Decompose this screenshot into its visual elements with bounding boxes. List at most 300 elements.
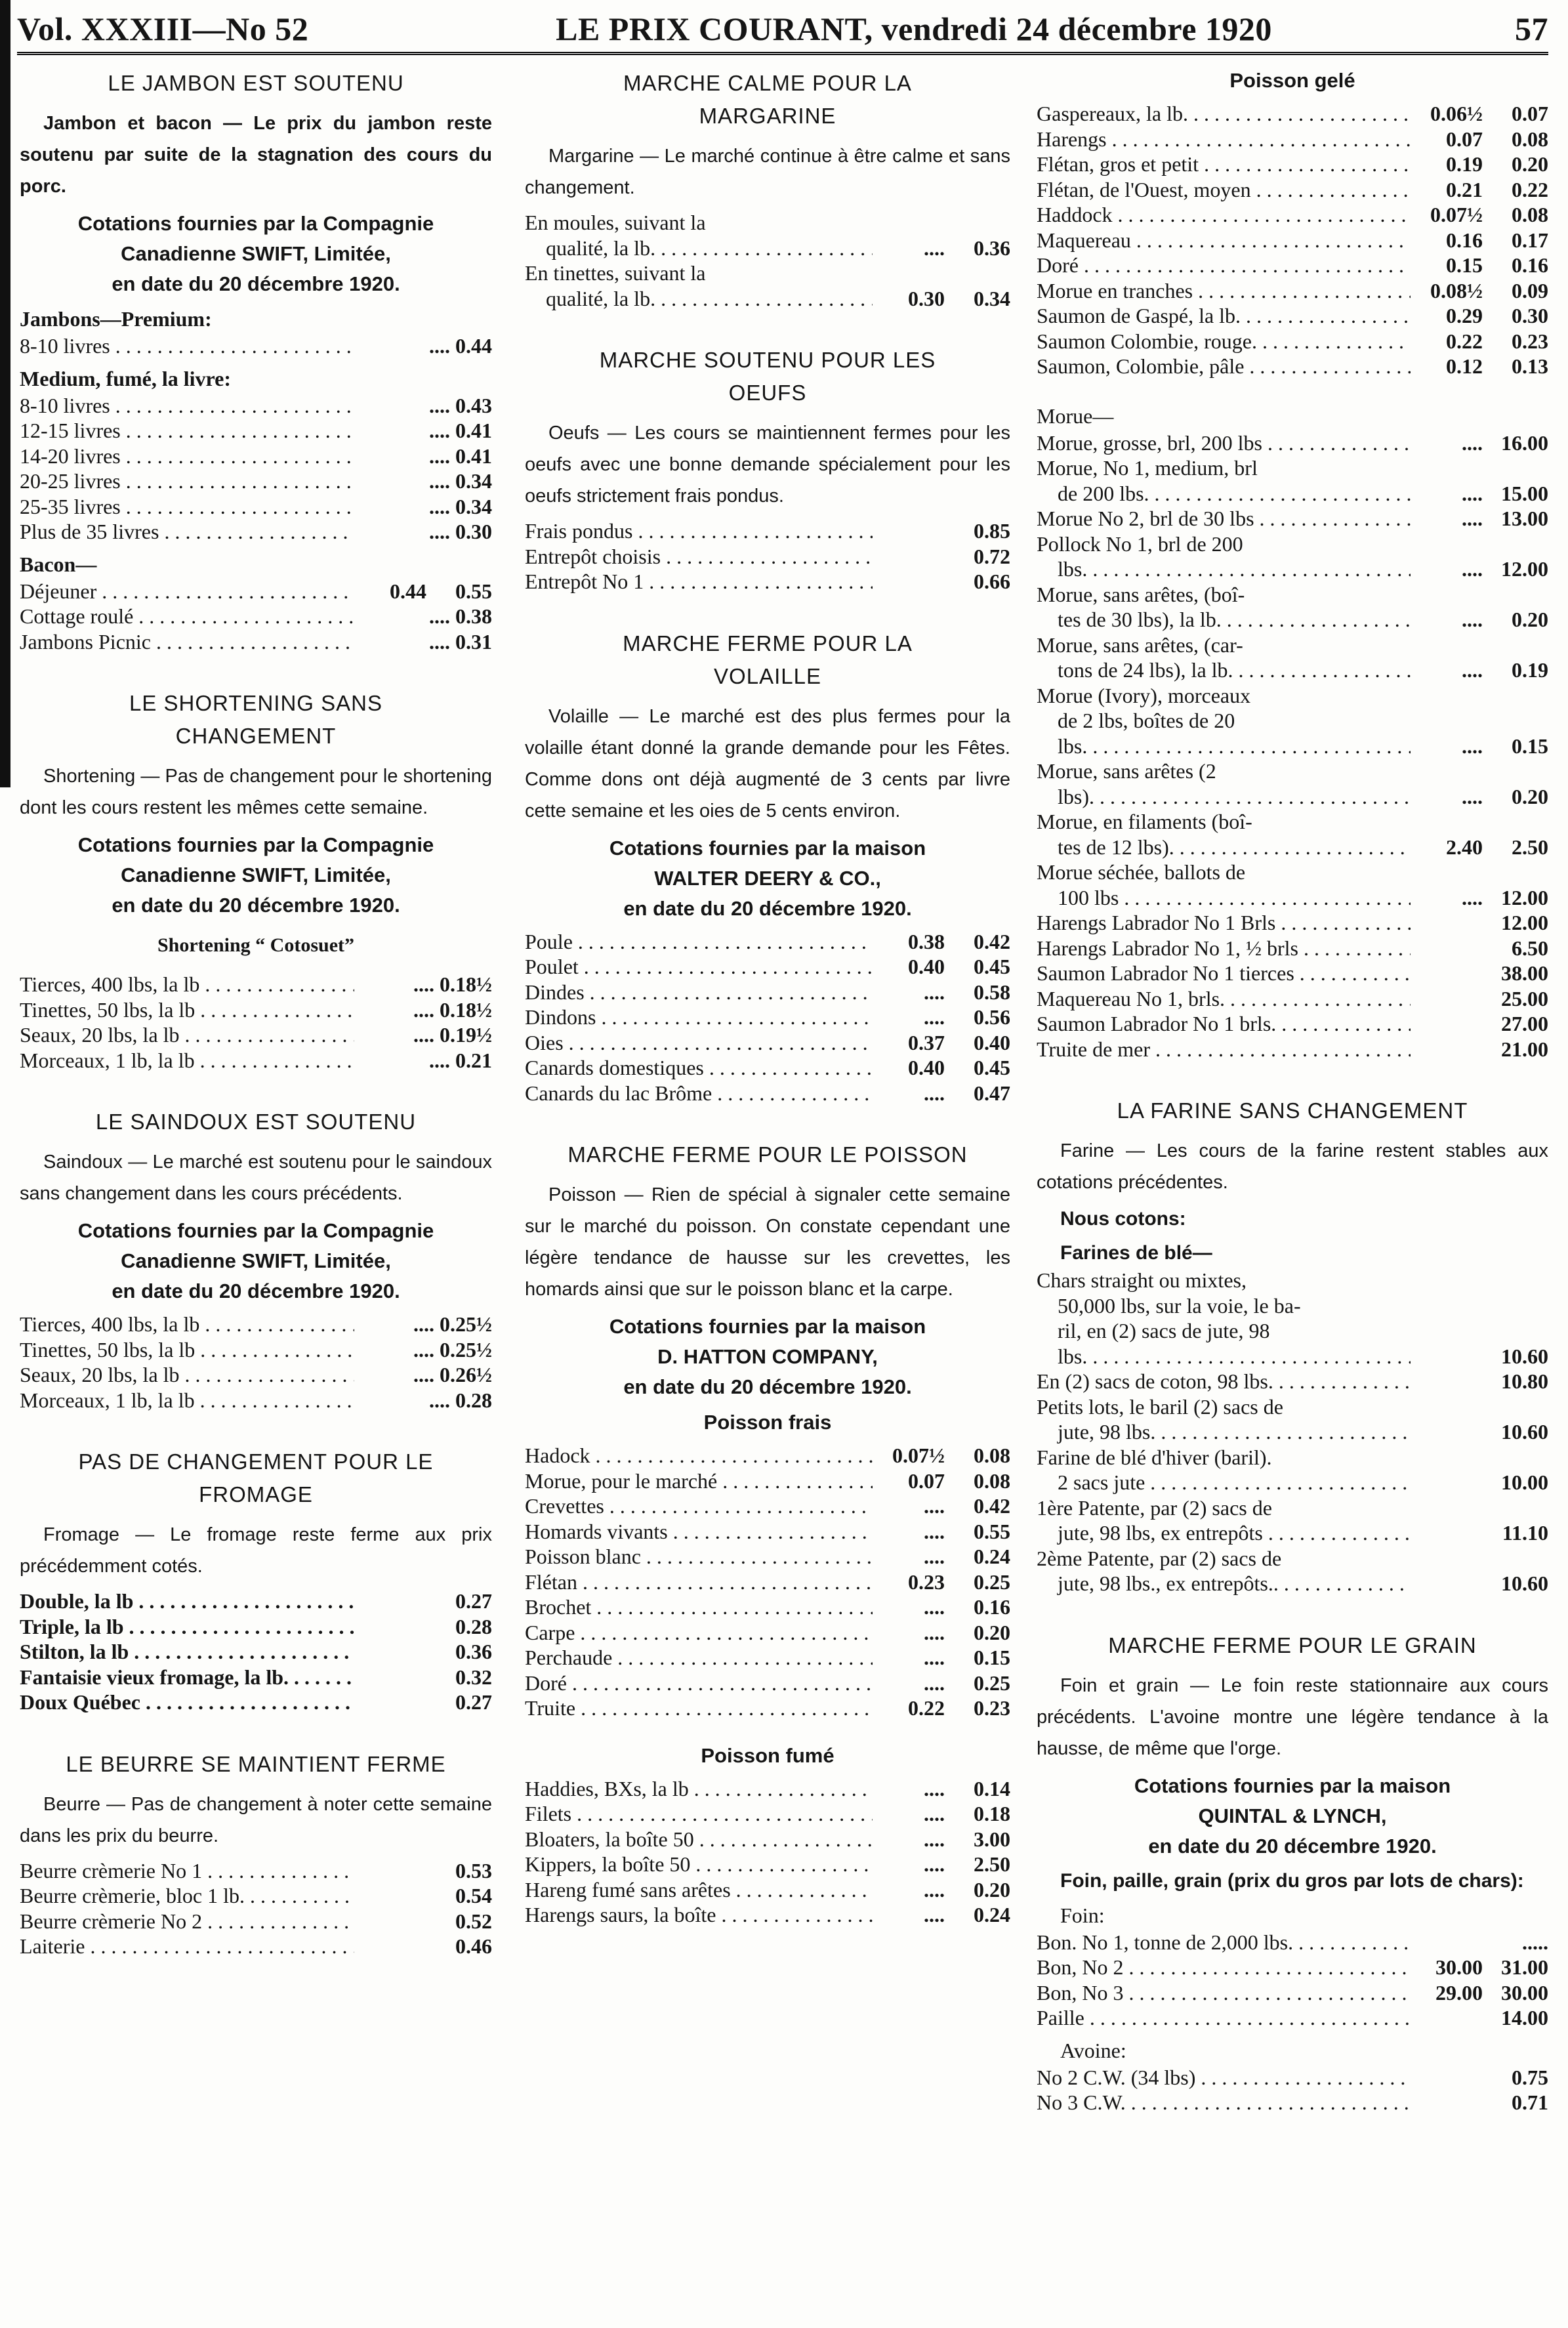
price-high: 31.00 — [1501, 1955, 1548, 1979]
price-high: 0.14 — [974, 1776, 1010, 1800]
item-name: jute, 98 lbs., ex entrepôts.. . . . — [1037, 1571, 1411, 1596]
price-high: .... 0.18½ — [413, 972, 492, 996]
price-high: .... 0.28 — [429, 1388, 492, 1412]
item-name: Pollock No 1, brl de 200 — [1037, 531, 1243, 556]
price-row-continuation — [1037, 1318, 1548, 1344]
price-low: 0.30 — [908, 286, 945, 310]
article-text: Fromage — Le fromage reste ferme aux prix précédemment cotés. — [20, 1524, 492, 1577]
item-name: lbs. . . . — [1037, 556, 1411, 582]
price-row — [1037, 860, 1548, 885]
price-row-continuation — [1037, 556, 1548, 582]
item-name: En moules, suivant la — [525, 211, 706, 234]
item-name: lbs. . . . — [1037, 734, 1411, 759]
price-low: .... — [924, 1776, 945, 1800]
price-row — [20, 333, 492, 359]
article-text: Oeufs — Les cours se maintiennent fermes pour les oeufs avec une bonne demande spécialement pour les oeufs strictement frais pondus. — [525, 423, 1010, 507]
price-row-continuation — [1037, 1520, 1548, 1546]
item-name: tes de 30 lbs), la lb. . . . — [1037, 607, 1411, 633]
price-high: 0.75 — [1512, 2065, 1548, 2089]
section-heading: MARCHE FERME POUR LA VOLAILLE — [623, 631, 913, 688]
item-name: Flétan . . . — [525, 1569, 873, 1595]
item-name: Farine de blé d'hiver (baril). — [1037, 1445, 1272, 1469]
price-row — [525, 1569, 1010, 1595]
price-high: 0.13 — [1512, 354, 1548, 378]
section-heading: LE BEURRE SE MAINTIENT FERME — [66, 1751, 446, 1776]
item-name: Crevettes . . . — [525, 1493, 873, 1519]
price-low: 0.08½ — [1430, 278, 1483, 302]
price-low: .... — [924, 980, 945, 1004]
price-list — [525, 1776, 1010, 1928]
price-high: 12.00 — [1501, 885, 1548, 909]
subsection-title: Poisson fumé — [701, 1743, 835, 1767]
price-row-continuation — [1037, 708, 1548, 734]
price-low: .... — [924, 1545, 945, 1568]
price-low: 0.07 — [1446, 127, 1483, 151]
price-high: 0.47 — [974, 1081, 1010, 1105]
section-heading: LE JAMBON EST SOUTENU — [108, 71, 404, 95]
price-row — [1037, 228, 1548, 253]
price-low: .... — [1462, 784, 1483, 808]
price-high: .... 0.41 — [429, 444, 492, 468]
item-name: Beurre crèmerie No 1 . . . — [20, 1858, 354, 1884]
item-name: Bon, No 3 . . . — [1037, 1980, 1411, 2006]
price-row — [525, 1594, 1010, 1620]
price-low: .... — [1462, 608, 1483, 631]
price-list — [20, 579, 492, 655]
price-high: 0.54 — [455, 1884, 492, 1907]
price-row-continuation — [1037, 835, 1548, 860]
price-high: 25.00 — [1501, 986, 1548, 1010]
price-high: 3.00 — [974, 1827, 1010, 1851]
price-row — [1037, 759, 1548, 784]
section-heading: MARCHE CALME POUR LA MARGARINE — [623, 71, 912, 128]
price-row — [20, 1909, 492, 1934]
price-high: 30.00 — [1501, 1980, 1548, 2005]
source-line: Cotations fournies par la maison D. HATTON COMPANY, en date du 20 décembre 1920. — [609, 1315, 926, 1398]
price-high: 0.15 — [974, 1646, 1010, 1669]
price-row-continuation — [1037, 481, 1548, 507]
price-high: .... 0.19½ — [413, 1023, 492, 1047]
price-high: .... 0.21 — [429, 1048, 492, 1072]
item-name: Laiterie . . . — [20, 1934, 354, 1959]
item-name: Morue, pour le marché . . . — [525, 1468, 873, 1494]
price-row — [525, 1030, 1010, 1056]
price-row — [1037, 809, 1548, 835]
item-name: Harengs . . . — [1037, 127, 1411, 152]
price-row — [1037, 1930, 1548, 1955]
item-name: Plus de 35 livres . . . — [20, 519, 354, 545]
section-heading: MARCHE SOUTENU POUR LES OEUFS — [599, 348, 936, 405]
price-list — [1037, 101, 1548, 379]
price-row — [525, 260, 1010, 286]
price-row — [525, 1801, 1010, 1827]
price-high: 0.20 — [1512, 608, 1548, 631]
price-high: 0.36 — [455, 1640, 492, 1663]
item-name: Hareng fumé sans arêtes . . . — [525, 1877, 873, 1903]
price-low: .... — [1462, 481, 1483, 505]
price-high: 0.09 — [1512, 278, 1548, 302]
item-name: Morue en tranches . . . — [1037, 278, 1411, 304]
price-high: 10.60 — [1501, 1420, 1548, 1444]
price-row-continuation — [1037, 784, 1548, 810]
price-high: 2.50 — [974, 1852, 1010, 1876]
group-label: Jambons—Premium: — [20, 307, 212, 331]
price-row — [20, 1934, 492, 1959]
item-name: Entrepôt choisis . . . — [525, 544, 873, 570]
price-list — [525, 929, 1010, 1106]
price-high: 0.28 — [455, 1614, 492, 1638]
price-low: .... — [924, 1877, 945, 1902]
column-2 — [525, 63, 1010, 1928]
price-list — [20, 1589, 492, 1715]
item-name: Morue, sans arêtes, (boî- — [1037, 582, 1245, 606]
price-row — [20, 444, 492, 469]
item-name: tes de 12 lbs). . . . — [1037, 835, 1411, 860]
item-name: Morue (Ivory), morceaux — [1037, 683, 1251, 707]
price-row — [1037, 1268, 1548, 1293]
item-name: de 2 lbs, boîtes de 20 — [1058, 709, 1235, 732]
item-name: Paille . . . — [1037, 2005, 1411, 2031]
price-row — [525, 1645, 1010, 1671]
price-row — [1037, 101, 1548, 127]
item-name: Carpe . . . — [525, 1620, 873, 1646]
price-list — [1037, 1268, 1548, 1596]
item-name: tons de 24 lbs), la lb. . . . — [1037, 657, 1411, 683]
price-low: .... — [924, 1802, 945, 1825]
price-high: 0.52 — [455, 1909, 492, 1933]
price-low: 29.00 — [1435, 1980, 1483, 2005]
price-low: .... — [924, 1827, 945, 1851]
price-row — [1037, 152, 1548, 177]
item-name: Saumon de Gaspé, la lb. . . . — [1037, 303, 1411, 329]
section-heading: PAS DE CHANGEMENT POUR LE FROMAGE — [78, 1449, 434, 1507]
price-high: .... 0.31 — [429, 629, 492, 654]
price-high: 0.25 — [974, 1671, 1010, 1695]
item-name: 50,000 lbs, sur la voie, le ba- — [1058, 1293, 1301, 1318]
price-low: 0.07½ — [1430, 203, 1483, 226]
price-row — [525, 1443, 1010, 1468]
price-low: 0.22 — [1446, 329, 1483, 353]
item-name: Flétan, gros et petit . . . — [1037, 152, 1411, 177]
item-name: Bon. No 1, tonne de 2,000 lbs. . . . — [1037, 1930, 1411, 1955]
price-row — [20, 1639, 492, 1665]
item-name: Doré . . . — [525, 1671, 873, 1696]
price-row — [525, 1902, 1010, 1928]
item-name: Poisson blanc . . . — [525, 1544, 873, 1569]
item-name: ril, en (2) sacs de jute, 98 — [1058, 1319, 1270, 1342]
price-high: 0.25 — [974, 1569, 1010, 1594]
item-name: lbs. . . . — [1037, 1344, 1411, 1369]
price-high: 0.20 — [974, 1620, 1010, 1644]
item-name: jute, 98 lbs, ex entrepôts . . . — [1037, 1520, 1411, 1546]
price-high: 0.07 — [1512, 102, 1548, 125]
price-low: 0.07 — [908, 1468, 945, 1493]
item-name: Kippers, la boîte 50 . . . — [525, 1852, 873, 1877]
price-row — [525, 1493, 1010, 1519]
article-text: Shortening — Pas de changement pour le shortening dont les cours restent les mêmes cette semaine. — [20, 766, 492, 818]
group-label: Foin, paille, grain (prix du gros par lots de chars): — [1060, 1869, 1524, 1892]
price-high: 0.16 — [974, 1595, 1010, 1619]
price-row — [20, 1312, 492, 1337]
price-high: 0.16 — [1512, 253, 1548, 277]
subsection-title: Poisson frais — [703, 1411, 832, 1434]
price-high: 12.00 — [1501, 911, 1548, 934]
price-row — [1037, 1037, 1548, 1062]
price-low: 0.44 — [390, 579, 426, 603]
price-low: 0.38 — [908, 929, 945, 953]
item-name: Haddies, BXs, la lb . . . — [525, 1776, 873, 1802]
price-high: 6.50 — [1512, 936, 1548, 960]
price-row — [20, 579, 492, 604]
group-label: Medium, fumé, la livre: — [20, 366, 232, 390]
price-high: 15.00 — [1501, 481, 1548, 505]
price-high: 0.20 — [974, 1877, 1010, 1902]
price-row-continuation — [1037, 1470, 1548, 1495]
article-text: Beurre — Pas de changement à noter cette semaine dans les prix du beurre. — [20, 1793, 492, 1846]
price-high: 0.23 — [974, 1696, 1010, 1720]
price-row — [1037, 1546, 1548, 1571]
price-row-continuation — [1037, 1293, 1548, 1319]
item-name: Homards vivants . . . — [525, 1519, 873, 1545]
price-high: 0.18 — [974, 1802, 1010, 1825]
price-high: 0.55 — [974, 1519, 1010, 1543]
section-heading: LA FARINE SANS CHANGEMENT — [1117, 1098, 1468, 1123]
item-name: Saumon Colombie, rouge. . . . — [1037, 329, 1411, 354]
price-row — [1037, 582, 1548, 608]
article-text: Margarine — Le marché continue à être calme et sans changement. — [525, 146, 1010, 198]
price-row — [20, 1022, 492, 1048]
volume-number: Vol. XXXIII—No 52 — [17, 10, 309, 47]
item-name: Tierces, 400 lbs, la lb . . . — [20, 1312, 354, 1337]
item-name: Poulet . . . — [525, 954, 873, 980]
item-name: Truite . . . — [525, 1695, 873, 1721]
price-high: 0.08 — [1512, 127, 1548, 151]
price-low: 0.40 — [908, 1056, 945, 1079]
price-low: .... — [924, 1494, 945, 1518]
item-name: En (2) sacs de coton, 98 lbs. . . . — [1037, 1369, 1411, 1394]
item-name: Brochet . . . — [525, 1594, 873, 1620]
article-text: Poisson — Rien de spécial à signaler cette semaine sur le marché du poisson. On constate cependant une légère tendance de hausse sur les crevettes, les homards ainsi que sur le poisson blanc et la carpe. — [525, 1184, 1010, 1300]
price-high: 0.45 — [974, 1056, 1010, 1079]
item-name: Perchaude . . . — [525, 1645, 873, 1671]
price-row — [1037, 2065, 1548, 2090]
price-row — [20, 1048, 492, 1073]
item-name: Entrepôt No 1 . . . — [525, 569, 873, 594]
price-high: .... 0.41 — [429, 419, 492, 442]
price-low: .... — [924, 1852, 945, 1876]
price-list — [525, 1443, 1010, 1721]
price-high: 10.80 — [1501, 1369, 1548, 1393]
price-row — [525, 1877, 1010, 1903]
price-row — [525, 1081, 1010, 1106]
column-3 — [1037, 63, 1548, 2115]
item-name: Poule . . . — [525, 929, 873, 955]
item-name: Chars straight ou mixtes, — [1037, 1268, 1247, 1292]
price-row — [1037, 633, 1548, 658]
price-row — [525, 1055, 1010, 1081]
item-name: 8-10 livres . . . — [20, 393, 354, 419]
price-high: .... 0.43 — [429, 393, 492, 417]
item-name: Hadock . . . — [525, 1443, 873, 1468]
group-label: Foin: — [1060, 1903, 1105, 1927]
item-name: Double, la lb . . . — [20, 1589, 354, 1614]
item-name: Cottage roulé . . . — [20, 604, 354, 629]
price-high: .... 0.44 — [429, 334, 492, 358]
item-name: 8-10 livres . . . — [20, 333, 354, 359]
price-row — [1037, 2090, 1548, 2115]
price-high: 0.17 — [1512, 228, 1548, 252]
item-name: qualité, la lb. . . . — [525, 236, 873, 261]
item-name: qualité, la lb. . . . — [525, 286, 873, 312]
item-name: Morue, en filaments (boî- — [1037, 810, 1252, 833]
item-name: Morue, No 1, medium, brl — [1037, 456, 1258, 480]
price-row — [1037, 253, 1548, 278]
price-low: .... — [1462, 557, 1483, 581]
price-row — [1037, 430, 1548, 456]
item-name: Maquereau . . . — [1037, 228, 1411, 253]
price-row-continuation — [1037, 607, 1548, 633]
price-row — [20, 494, 492, 520]
price-low: 0.06½ — [1430, 102, 1483, 125]
item-name: Canards domestiques . . . — [525, 1055, 873, 1081]
price-row — [1037, 1011, 1548, 1037]
article-text: Foin et grain — Le foin reste stationnaire aux cours précédents. L'avoine montre une légère tendance à la hausse, de même que l'orge. — [1037, 1674, 1548, 1759]
price-low: 0.40 — [908, 955, 945, 978]
price-low: .... — [1462, 430, 1483, 455]
price-list — [20, 333, 492, 359]
item-name: Morue, grosse, brl, 200 lbs . . . — [1037, 430, 1411, 456]
price-high: 0.32 — [455, 1665, 492, 1689]
price-low: .... — [1462, 734, 1483, 758]
price-row-continuation — [525, 236, 1010, 261]
price-row — [20, 629, 492, 655]
item-name: Jambons Picnic . . . — [20, 629, 354, 655]
price-low: 0.22 — [908, 1696, 945, 1720]
price-row — [1037, 202, 1548, 228]
price-row — [525, 1776, 1010, 1802]
price-row — [1037, 910, 1548, 936]
price-low: .... — [924, 1005, 945, 1029]
group-label: Morue— — [1037, 404, 1114, 428]
price-row — [1037, 329, 1548, 354]
price-list — [20, 393, 492, 545]
price-low: .... — [924, 236, 945, 260]
price-high: .... 0.34 — [429, 469, 492, 493]
page-header — [17, 4, 1548, 55]
price-high: 0.08 — [1512, 203, 1548, 226]
price-high: 0.30 — [1512, 304, 1548, 327]
item-name: 100 lbs . . . — [1037, 885, 1411, 911]
item-name: Bon, No 2 . . . — [1037, 1955, 1411, 1980]
price-high: 0.20 — [1512, 784, 1548, 808]
price-high: 11.10 — [1502, 1521, 1548, 1545]
item-name: Morceaux, 1 lb, la lb . . . — [20, 1048, 354, 1073]
price-high: .... 0.25½ — [413, 1337, 492, 1361]
price-row — [525, 1827, 1010, 1852]
item-name: Dindes . . . — [525, 980, 873, 1005]
price-row — [1037, 531, 1548, 557]
price-row-continuation — [1037, 885, 1548, 911]
price-low: .... — [924, 1081, 945, 1105]
price-high: 0.56 — [974, 1005, 1010, 1029]
item-name: Tierces, 400 lbs, la lb . . . — [20, 972, 354, 997]
price-high: 16.00 — [1501, 430, 1548, 455]
source-line: Cotations fournies par la Compagnie Canadienne SWIFT, Limitée, en date du 20 décembre 1920. — [77, 212, 434, 295]
price-low: 0.07½ — [892, 1444, 945, 1467]
item-name: Seaux, 20 lbs, la lb . . . — [20, 1362, 354, 1388]
price-high: 0.22 — [1512, 177, 1548, 201]
price-row — [1037, 683, 1548, 709]
price-row — [525, 1468, 1010, 1494]
price-low: 0.37 — [908, 1030, 945, 1054]
price-row — [525, 1620, 1010, 1646]
price-row — [525, 954, 1010, 980]
price-row — [1037, 1955, 1548, 1980]
item-name: Beurre crèmerie No 2 . . . — [20, 1909, 354, 1934]
item-name: Morue, sans arêtes, (car- — [1037, 633, 1243, 657]
price-row — [525, 1544, 1010, 1569]
price-list — [1037, 1930, 1548, 2031]
item-name: Flétan, de l'Ouest, moyen . . . — [1037, 177, 1411, 203]
item-name: Tinettes, 50 lbs, la lb . . . — [20, 997, 354, 1023]
price-row — [20, 1883, 492, 1909]
item-name: 12-15 livres . . . — [20, 418, 354, 444]
price-high: 10.60 — [1501, 1571, 1548, 1595]
price-high: 0.24 — [974, 1545, 1010, 1568]
price-row — [1037, 455, 1548, 481]
price-row — [20, 1614, 492, 1640]
price-low: 0.19 — [1446, 152, 1483, 176]
price-low: 0.16 — [1446, 228, 1483, 252]
source-line: Cotations fournies par la maison WALTER DEERY & CO., en date du 20 décembre 1920. — [609, 836, 926, 920]
price-row — [525, 980, 1010, 1005]
item-name: Déjeuner . . . — [20, 579, 354, 604]
price-row — [525, 929, 1010, 955]
price-low: 0.15 — [1446, 253, 1483, 277]
price-high: ..... — [1522, 1930, 1548, 1954]
item-name: 2ème Patente, par (2) sacs de — [1037, 1546, 1282, 1570]
article-text: Saindoux — Le marché est soutenu pour le saindoux sans changement dans les cours précédents. — [20, 1152, 492, 1204]
item-name: Truite de mer . . . — [1037, 1037, 1411, 1062]
price-row — [525, 544, 1010, 570]
price-high: 0.53 — [455, 1858, 492, 1882]
price-high: 13.00 — [1501, 507, 1548, 530]
item-name: Harengs saurs, la boîte . . . — [525, 1902, 873, 1928]
price-row — [20, 972, 492, 997]
item-name: Morceaux, 1 lb, la lb . . . — [20, 1388, 354, 1413]
price-high: 0.85 — [974, 519, 1010, 543]
price-high: 0.66 — [974, 570, 1010, 593]
price-high: 0.42 — [974, 929, 1010, 953]
section-heading: MARCHE FERME POUR LE POISSON — [567, 1142, 968, 1167]
item-name: Saumon Labrador No 1 brls. . . . — [1037, 1011, 1411, 1037]
price-row — [20, 604, 492, 629]
price-row — [20, 997, 492, 1023]
price-row-continuation — [525, 286, 1010, 312]
price-row — [1037, 127, 1548, 152]
item-name: No 2 C.W. (34 lbs) . . . — [1037, 2065, 1411, 2090]
price-high: 2.50 — [1512, 835, 1548, 859]
price-list — [525, 210, 1010, 311]
price-row — [1037, 506, 1548, 531]
price-high: 12.00 — [1501, 557, 1548, 581]
price-low: .... — [924, 1903, 945, 1926]
group-label: Bacon— — [20, 552, 97, 576]
item-name: de 200 lbs. . . . — [1037, 481, 1411, 507]
section-heading: MARCHE FERME POUR LE GRAIN — [1108, 1632, 1477, 1657]
subsection-title: Poisson gelé — [1229, 69, 1355, 92]
price-high: 0.42 — [974, 1494, 1010, 1518]
